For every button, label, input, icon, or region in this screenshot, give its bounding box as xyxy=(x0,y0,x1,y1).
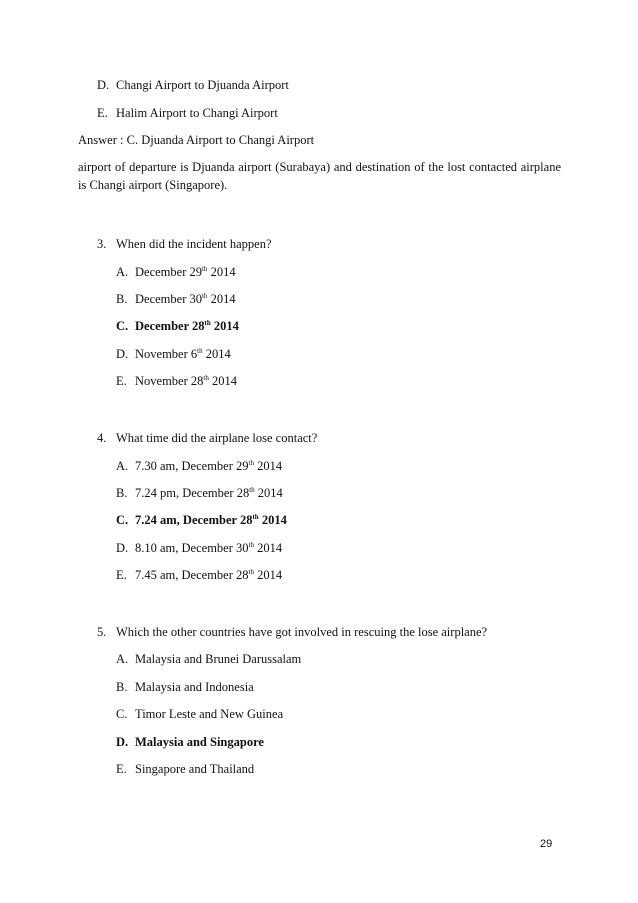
q3-option-b-sup: th xyxy=(201,292,208,300)
q4-option-b-sup: th xyxy=(249,486,255,494)
q4-option-c-post: 2014 xyxy=(258,513,287,527)
q5-option-c-letter: C. xyxy=(116,707,128,721)
q4-option-e-letter: E. xyxy=(116,568,127,582)
q5-option-b-letter: B. xyxy=(116,680,128,694)
q5-question xyxy=(97,624,487,640)
q3-option-d xyxy=(116,346,231,362)
q4-option-a-letter: A. xyxy=(116,459,129,473)
q4-option-e-pre: 7.45 am, December 28 xyxy=(135,568,249,582)
q3-option-d-post: 2014 xyxy=(202,347,231,361)
q4-option-d-letter: D. xyxy=(116,541,129,555)
q3-option-a-sup: th xyxy=(201,265,208,273)
q4-option-e xyxy=(116,567,282,583)
q3-option-b-letter: B. xyxy=(116,292,128,306)
q5-number: 5. xyxy=(97,625,107,639)
q5-question-text: Which the other countries have got involved in rescuing the lose airplane? xyxy=(116,625,488,639)
q3-option-a-pre: December 29 xyxy=(135,265,202,279)
q5-option-c-text: Timor Leste and New Guinea xyxy=(135,707,284,721)
q3-number: 3. xyxy=(97,237,107,251)
q4-option-c-correct xyxy=(116,512,287,528)
q5-option-b xyxy=(116,679,254,695)
q2-answer: Answer : C. Djuanda Airport to Changi Airport xyxy=(78,133,315,147)
q4-option-a-pre: 7.30 am, December 29 xyxy=(135,459,249,473)
q2-option-d-letter: D. xyxy=(97,78,110,92)
q5-option-a-letter: A. xyxy=(116,652,129,666)
q5-option-d-letter: D. xyxy=(116,735,129,749)
q4-option-d-pre: 8.10 am, December 30 xyxy=(135,541,249,555)
q3-option-a-post: 2014 xyxy=(207,265,236,279)
q3-option-a-letter: A. xyxy=(116,265,129,279)
q3-option-e-sup: th xyxy=(203,374,209,382)
q4-option-d-post: 2014 xyxy=(253,541,283,555)
q4-option-d-sup: th xyxy=(248,541,254,549)
q5-option-e xyxy=(116,761,254,777)
q4-question xyxy=(97,430,317,446)
q5-option-a-text: Malaysia and Brunei Darussalam xyxy=(135,652,302,666)
q2-option-e xyxy=(97,105,278,121)
q3-option-d-sup: th xyxy=(197,347,203,355)
q3-option-a xyxy=(116,264,236,280)
q3-option-e-pre: November 28 xyxy=(135,374,204,388)
q4-option-a xyxy=(116,458,282,474)
q4-option-c-sup: th xyxy=(252,513,259,521)
q5-option-d-text: Malaysia and Singapore xyxy=(135,735,264,749)
q3-option-c-post: 2014 xyxy=(210,319,239,333)
q4-option-a-post: 2014 xyxy=(253,459,283,473)
q3-option-d-pre: November 6 xyxy=(135,347,198,361)
page-number: 29 xyxy=(540,838,553,850)
q5-option-d-correct xyxy=(116,734,264,750)
q5-option-a xyxy=(116,651,301,667)
q3-option-d-letter: D. xyxy=(116,347,129,361)
q4-option-a-sup: th xyxy=(248,459,254,467)
q4-option-e-sup: th xyxy=(248,568,254,576)
q4-option-e-post: 2014 xyxy=(253,568,283,582)
q3-option-c-correct xyxy=(116,318,239,334)
q3-option-c-pre: December 28 xyxy=(135,319,205,333)
q5-option-b-text: Malaysia and Indonesia xyxy=(135,680,254,694)
q2-option-d xyxy=(97,77,289,93)
q4-option-b xyxy=(116,485,283,501)
q4-number: 4. xyxy=(97,431,107,445)
q3-option-b-post: 2014 xyxy=(207,292,236,306)
q3-option-c-letter: C. xyxy=(116,319,129,333)
q4-option-c-letter: C. xyxy=(116,513,129,527)
q4-option-b-post: 2014 xyxy=(254,486,283,500)
q3-option-e-letter: E. xyxy=(116,374,127,388)
q3-option-b xyxy=(116,291,236,307)
q5-option-e-letter: E. xyxy=(116,762,127,776)
q2-option-e-letter: E. xyxy=(97,106,108,120)
q2-option-e-text: Halim Airport to Changi Airport xyxy=(116,106,278,120)
q4-option-b-letter: B. xyxy=(116,486,128,500)
q5-option-e-text: Singapore and Thailand xyxy=(135,762,255,776)
q4-option-c-pre: 7.24 am, December 28 xyxy=(135,513,253,527)
q4-option-b-pre: 7.24 pm, December 28 xyxy=(135,486,250,500)
q4-question-text: What time did the airplane lose contact? xyxy=(116,431,318,445)
q2-explanation: airport of departure is Djuanda airport (Surabaya) and destination of the lost contacted airplane is Changi airport (Singapore). xyxy=(78,160,561,192)
q3-question-text: When did the incident happen? xyxy=(116,237,272,251)
q3-question xyxy=(97,236,272,252)
q4-option-d xyxy=(116,540,282,556)
q3-option-e xyxy=(116,373,237,389)
q5-option-c xyxy=(116,706,283,722)
q3-option-e-post: 2014 xyxy=(208,374,237,388)
q3-option-b-pre: December 30 xyxy=(135,292,202,306)
q2-option-d-text: Changi Airport to Djuanda Airport xyxy=(116,78,289,92)
q3-option-c-sup: th xyxy=(204,319,211,327)
